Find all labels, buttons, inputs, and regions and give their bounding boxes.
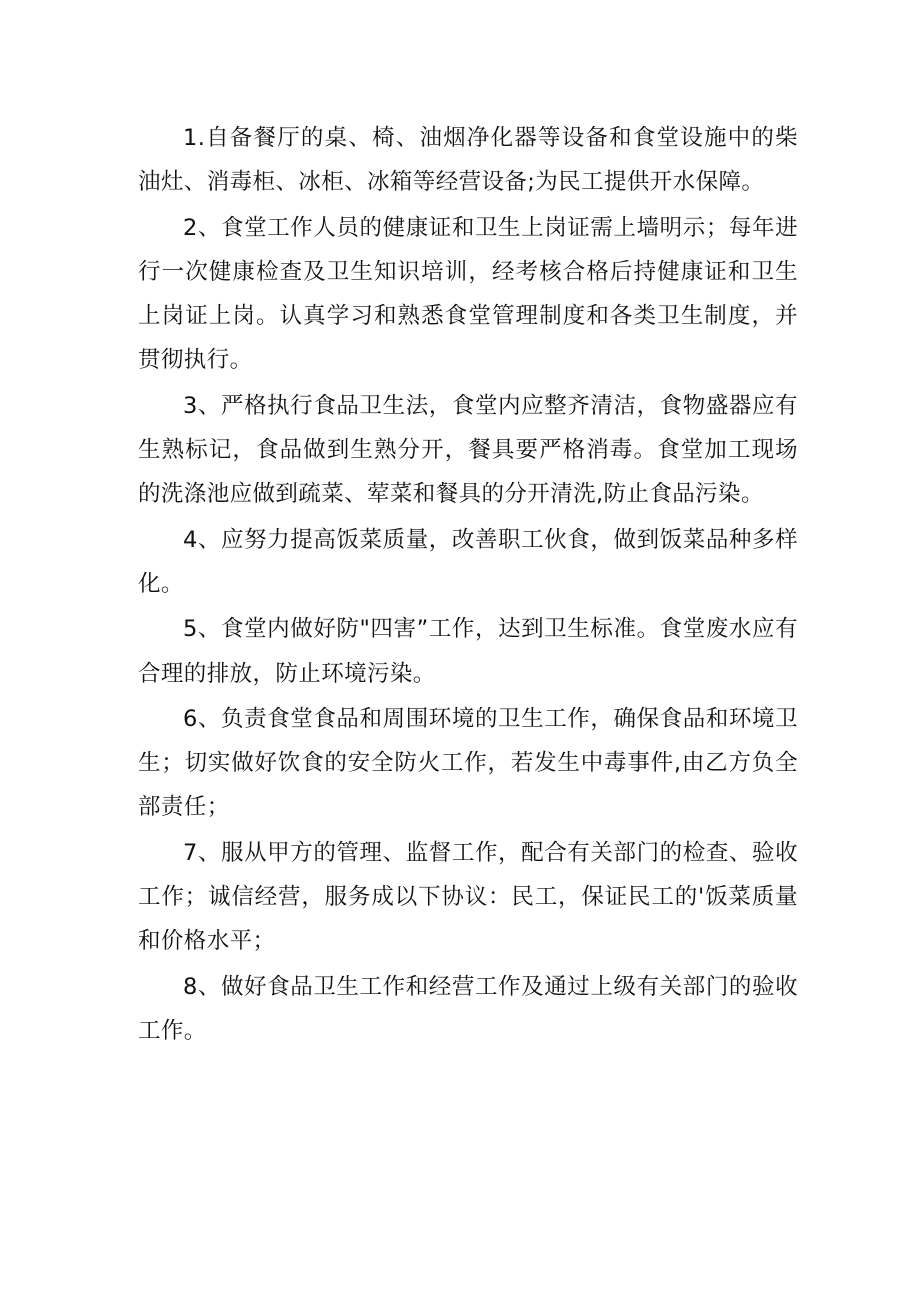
paragraph-4: 4、应努力提高饭菜质量，改善职工伙食，做到饭菜品种多样化。: [138, 526, 798, 597]
paragraph-2: 2、食堂工作人员的健康证和卫生上岗证需上墙明示；每年进行一次健康检查及卫生知识培训，经考核合格后持健康证和卫生上岗证上岗。认真学习和熟悉食堂管理制度和各类卫生制度，并贯彻执行。: [138, 214, 798, 374]
document-body: [138, 116, 798, 1054]
paragraph-3: 3、严格执行食品卫生法，食堂内应整齐清洁，食物盛器应有生熟标记，食品做到生熟分开，餐具要严格消毒。食堂加工现场的洗涤池应做到疏菜、荤菜和餐具的分开清洗,防止食品污染。: [138, 392, 798, 508]
paragraph-6: 6、负责食堂食品和周围环境的卫生工作，确保食品和环境卫生；切实做好饮食的安全防火工作，若发生中毒事件,由乙方负全部责任；: [138, 705, 798, 821]
paragraph-1: 1.自备餐厅的桌、椅、油烟净化器等设备和食堂设施中的柴油灶、消毒柜、冰柜、冰箱等经营设备;为民工提供开水保障。: [138, 125, 798, 196]
paragraph-5: 5、食堂内做好防"四害”工作，达到卫生标准。食堂废水应有合理的排放，防止环境污染。: [138, 616, 798, 687]
paragraph-8: 8、做好食品卫生工作和经营工作及通过上级有关部门的验收工作。: [138, 973, 798, 1044]
paragraph-7: 7、服从甲方的管理、监督工作，配合有关部门的检查、验收工作；诚信经营，服务成以下协议：民工，保证民工的'饭菜质量和价格水平；: [138, 839, 798, 955]
